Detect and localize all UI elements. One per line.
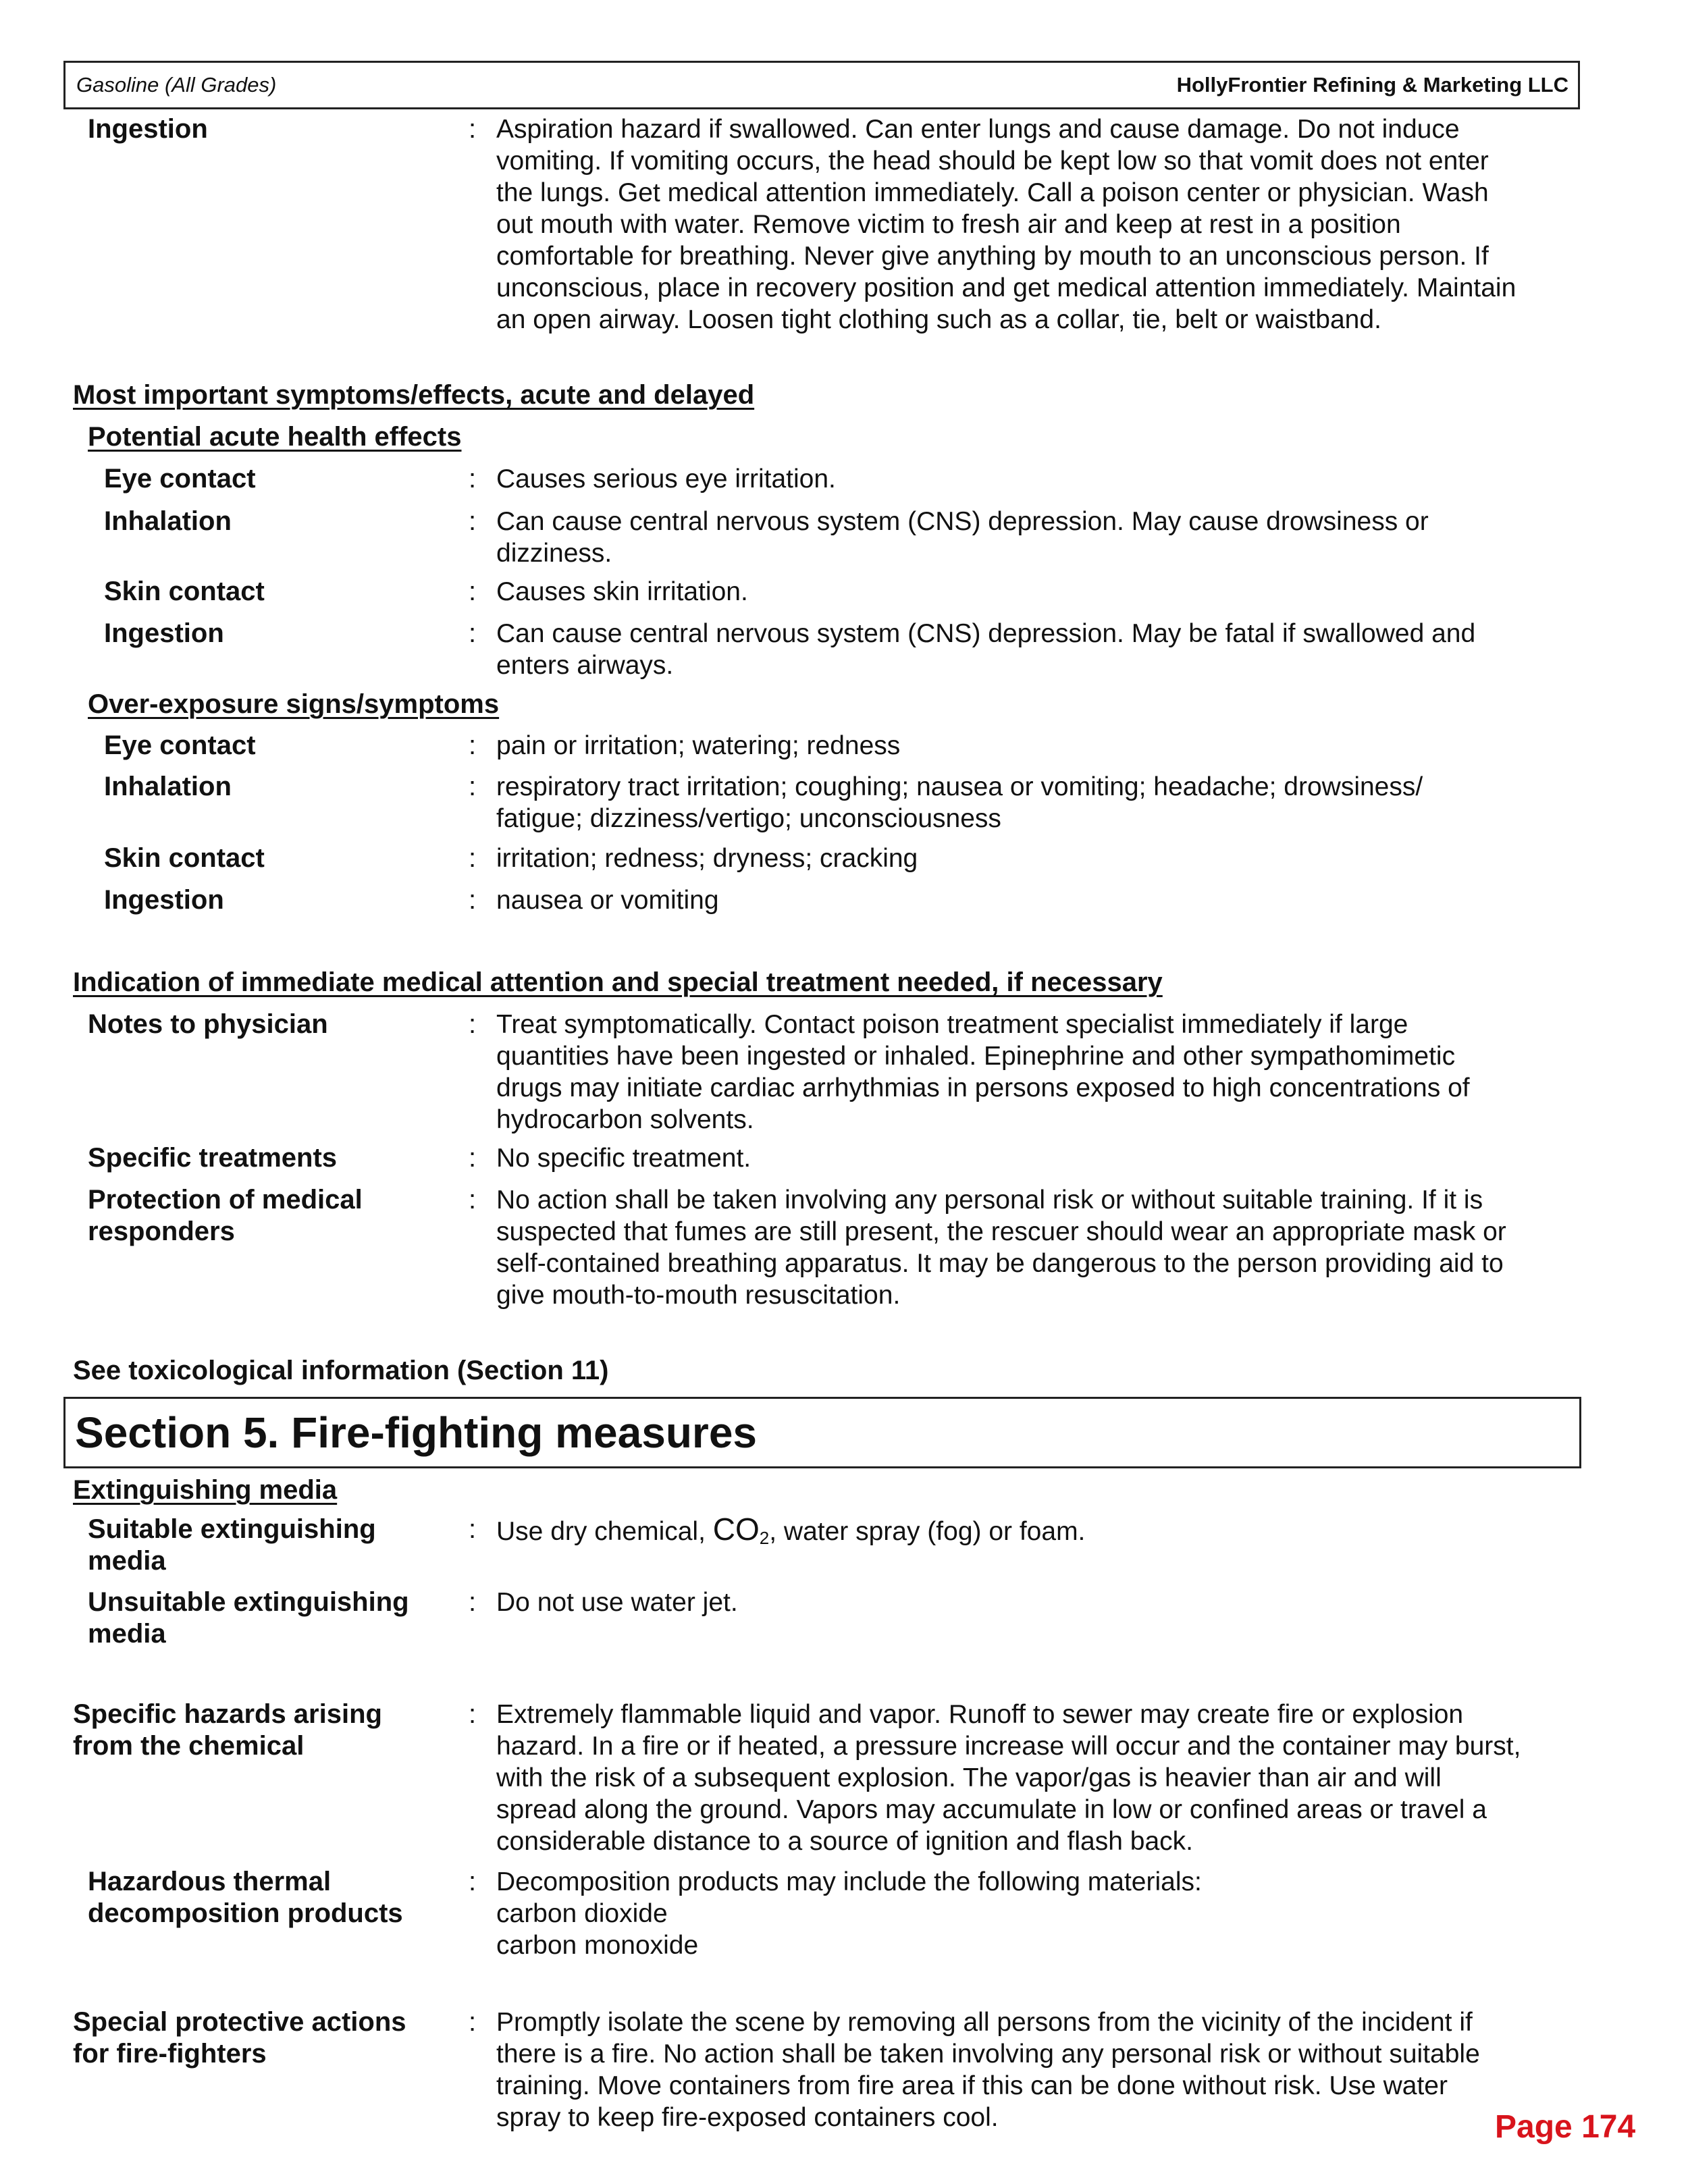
co2-letters: CO <box>712 1512 760 1547</box>
first-aid-ingestion-text: Aspiration hazard if swallowed. Can enter lungs and cause damage. Do not induce vomiting. If vomiting occurs, the head should be kept low so that vomit does not enter the lungs. Get medical attention immediately. Call a poison center or physician. Wash out mouth with water. Remove victim to fresh air and keep at rest in a position comfortable for breathing. Never give anything by mouth to an unconscious person. If unconscious, place in recovery position and get medical attention immediately. Maintain an open airway. Loosen tight clothing such as a collar, tie, belt or waistband. <box>496 115 1516 334</box>
separator-colon: : <box>469 506 477 536</box>
separator-colon: : <box>469 1514 477 1544</box>
notes-label: Notes to physician <box>88 1009 328 1039</box>
over-ingestion-text: nausea or vomiting <box>496 886 719 915</box>
over-eye-label: Eye contact <box>104 730 256 760</box>
acute-inhalation-label: Inhalation <box>104 506 232 536</box>
acute-skin-label: Skin contact <box>104 577 265 606</box>
over-inhalation-label: Inhalation <box>104 772 232 801</box>
separator-colon: : <box>469 464 477 494</box>
separator-colon: : <box>469 577 477 606</box>
separator-colon: : <box>469 618 477 648</box>
acute-ingestion-label: Ingestion <box>104 618 224 648</box>
suitable-label: Suitable extinguishing media <box>88 1514 376 1576</box>
product-name: Gasoline (All Grades) <box>76 73 277 97</box>
separator-colon: : <box>469 885 477 915</box>
acute-eye-label: Eye contact <box>104 464 256 494</box>
over-ingestion-label: Ingestion <box>104 885 224 915</box>
specific-hazards-label: Specific hazards arising from the chemical <box>73 1699 382 1761</box>
unsuitable-text: Do not use water jet. <box>496 1588 738 1617</box>
separator-colon: : <box>469 1587 477 1617</box>
acute-effects-heading: Potential acute health effects <box>88 422 462 452</box>
co2-subscript: 2 <box>759 1528 770 1548</box>
separator-colon: : <box>469 1867 477 1896</box>
separator-colon: : <box>469 730 477 760</box>
separator-colon: : <box>469 1143 477 1173</box>
suitable-text-pre: Use dry chemical, <box>496 1517 713 1546</box>
separator-colon: : <box>469 1009 477 1039</box>
acute-inhalation-text: Can cause central nervous system (CNS) depression. May cause drowsiness or dizziness. <box>496 507 1429 568</box>
overexposure-heading: Over-exposure signs/symptoms <box>88 689 500 719</box>
separator-colon: : <box>469 114 477 144</box>
unsuitable-label: Unsuitable extinguishing media <box>88 1587 409 1649</box>
over-eye-text: pain or irritation; watering; redness <box>496 731 901 760</box>
medical-heading: Indication of immediate medical attention and special treatment needed, if necessary <box>73 967 1163 997</box>
protection-label: Protection of medical responders <box>88 1185 363 1246</box>
notes-text: Treat symptomatically. Contact poison treatment specialist immediately if large quantities have been ingested or inhaled. Epinephrine and other sympathomimetic drugs may initiate cardiac arrhythmias in persons exposed to high concentrations of hydrocarbon solvents. <box>496 1010 1470 1134</box>
over-skin-text: irritation; redness; dryness; cracking <box>496 844 918 873</box>
page-header <box>63 61 1580 109</box>
specific-treatments-text: No specific treatment. <box>496 1144 751 1173</box>
acute-ingestion-text: Can cause central nervous system (CNS) depression. May be fatal if swallowed and enters airways. <box>496 619 1476 680</box>
protection-text: No action shall be taken involving any personal risk or without suitable training. If it is suspected that fumes are still present, the rescuer should wear an appropriate mask or self-contained breathing apparatus. It may be dangerous to the person providing aid to give mouth-to-mouth resuscitation. <box>496 1186 1506 1310</box>
specific-treatments-label: Specific treatments <box>88 1143 338 1173</box>
extinguishing-media-heading: Extinguishing media <box>73 1475 338 1505</box>
thermal-label: Hazardous thermal decomposition products <box>88 1867 403 1928</box>
co2-formula <box>713 1512 769 1547</box>
symptoms-heading: Most important symptoms/effects, acute and delayed <box>73 380 755 410</box>
first-aid-ingestion-label: Ingestion <box>88 114 208 144</box>
acute-skin-text: Causes skin irritation. <box>496 577 748 606</box>
suitable-text-post: , water spray (fog) or foam. <box>769 1517 1086 1546</box>
page-number: Page 174 <box>1495 2109 1636 2145</box>
over-skin-label: Skin contact <box>104 843 265 873</box>
suitable-text <box>496 1514 1577 1554</box>
specific-hazards-text: Extremely flammable liquid and vapor. Runoff to sewer may create fire or explosion hazard. In a fire or if heated, a pressure increase will occur and the container may burst, with the risk of a subsequent explosion. The vapor/gas is heavier than air and will spread along the ground. Vapors may accumulate in low or confined areas or travel a considerable distance to a source of ignition and flash back. <box>496 1700 1521 1856</box>
separator-colon: : <box>469 772 477 801</box>
separator-colon: : <box>469 1185 477 1215</box>
acute-eye-text: Causes serious eye irritation. <box>496 464 836 494</box>
special-actions-text: Promptly isolate the scene by removing all persons from the vicinity of the incident if there is a fire. No action shall be taken involving any personal risk or without suitable training. Move containers from fire area if this can be done without risk. Use water spray to keep fire-exposed containers cool. <box>496 2008 1480 2132</box>
section-5-title: Section 5. Fire-fighting measures <box>75 1408 757 1457</box>
section-5-title-box <box>63 1397 1581 1468</box>
company-name: HollyFrontier Refining & Marketing LLC <box>1176 73 1568 97</box>
special-actions-label: Special protective actions for fire-fighters <box>73 2007 406 2069</box>
see-toxicological: See toxicological information (Section 11) <box>73 1356 609 1385</box>
separator-colon: : <box>469 2007 477 2037</box>
over-inhalation-text: respiratory tract irritation; coughing; nausea or vomiting; headache; drowsiness/ fatigue; dizziness/vertigo; unconsciousness <box>496 772 1423 833</box>
thermal-text: Decomposition products may include the following materials: carbon dioxide carbon monoxide <box>496 1867 1202 1960</box>
separator-colon: : <box>469 1699 477 1729</box>
separator-colon: : <box>469 843 477 873</box>
